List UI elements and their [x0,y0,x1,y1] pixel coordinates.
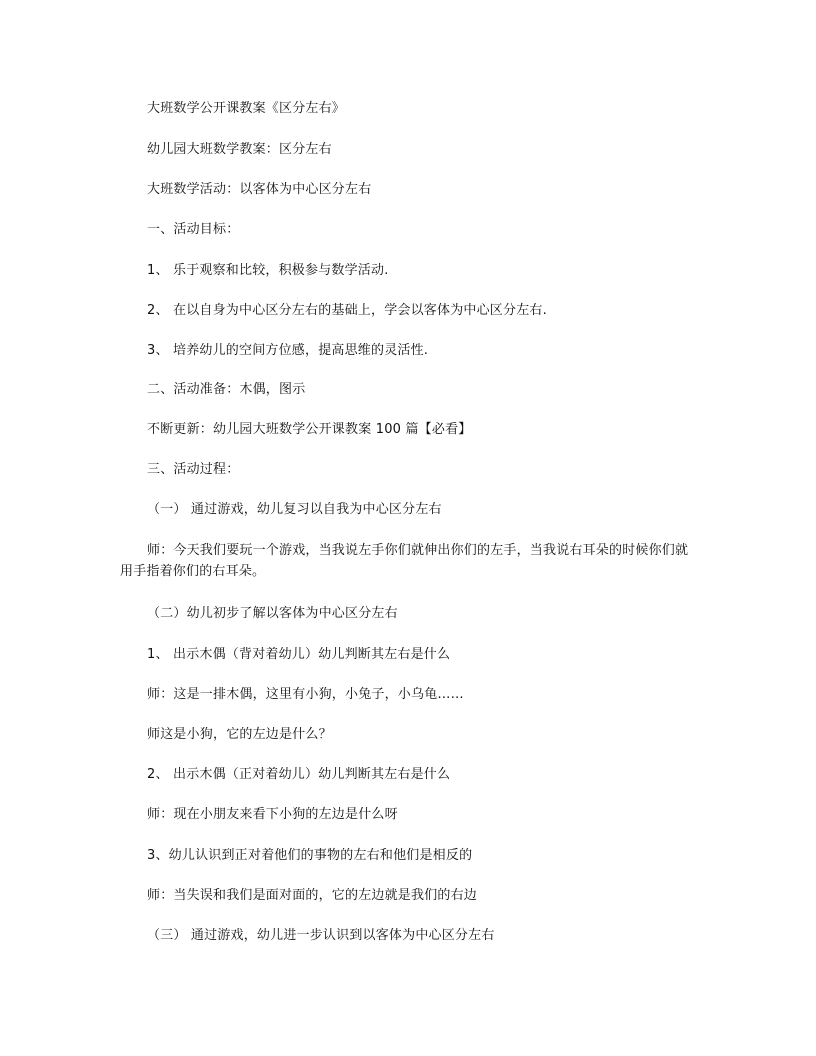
section-heading-preparation: 二、活动准备：木偶，图示 [147,382,306,397]
teacher-dialogue: 师：现在小朋友来看下小狗的左边是什么呀 [147,807,398,822]
process-substep: 1、 出示木偶（背对着幼儿）幼儿判断其左右是什么 [147,647,451,662]
process-substep: 2、 出示木偶（正对着幼儿）幼儿判断其左右是什么 [147,767,451,782]
process-step-heading: （一） 通过游戏，幼儿复习以自我为中心区分左右 [147,502,442,517]
teacher-dialogue-paragraph: 师：今天我们要玩一个游戏，当我说左手你们就伸出你们的左手，当我说右耳朵的时候你们就用手指着你们的右耳朵。 [120,543,689,579]
teacher-dialogue: 师：当失误和我们是面对面的，它的左边就是我们的右边 [147,888,478,903]
process-substep: 3、幼儿认识到正对着他们的事物的左右和他们是相反的 [147,848,473,863]
teacher-dialogue: 师：这是一排木偶，这里有小狗，小兔子，小乌龟…… [147,687,464,702]
teacher-dialogue: 师这是小狗，它的左边是什么？ [147,727,332,742]
section-heading-process: 三、活动过程： [147,462,240,477]
update-note: 不断更新：幼儿园大班数学公开课教案 100 篇【必看】 [147,422,472,437]
section-heading-goals: 一、活动目标： [147,222,240,237]
goal-item: 1、 乐于观察和比较，积极参与数学活动. [147,263,389,278]
activity-name: 大班数学活动：以客体为中心区分左右 [147,182,372,197]
process-step-heading: （二）幼儿初步了解以客体为中心区分左右 [147,606,398,621]
process-step-heading: （三） 通过游戏，幼儿进一步认识到以客体为中心区分左右 [147,928,495,943]
goal-item: 2、 在以自身为中心区分左右的基础上，学会以客体为中心区分左右. [147,303,547,318]
document-title: 大班数学公开课教案《区分左右》 [147,101,346,116]
goal-item: 3、 培养幼儿的空间方位感，提高思维的灵活性. [147,343,429,358]
subtitle: 幼儿园大班数学教案：区分左右 [147,142,332,157]
